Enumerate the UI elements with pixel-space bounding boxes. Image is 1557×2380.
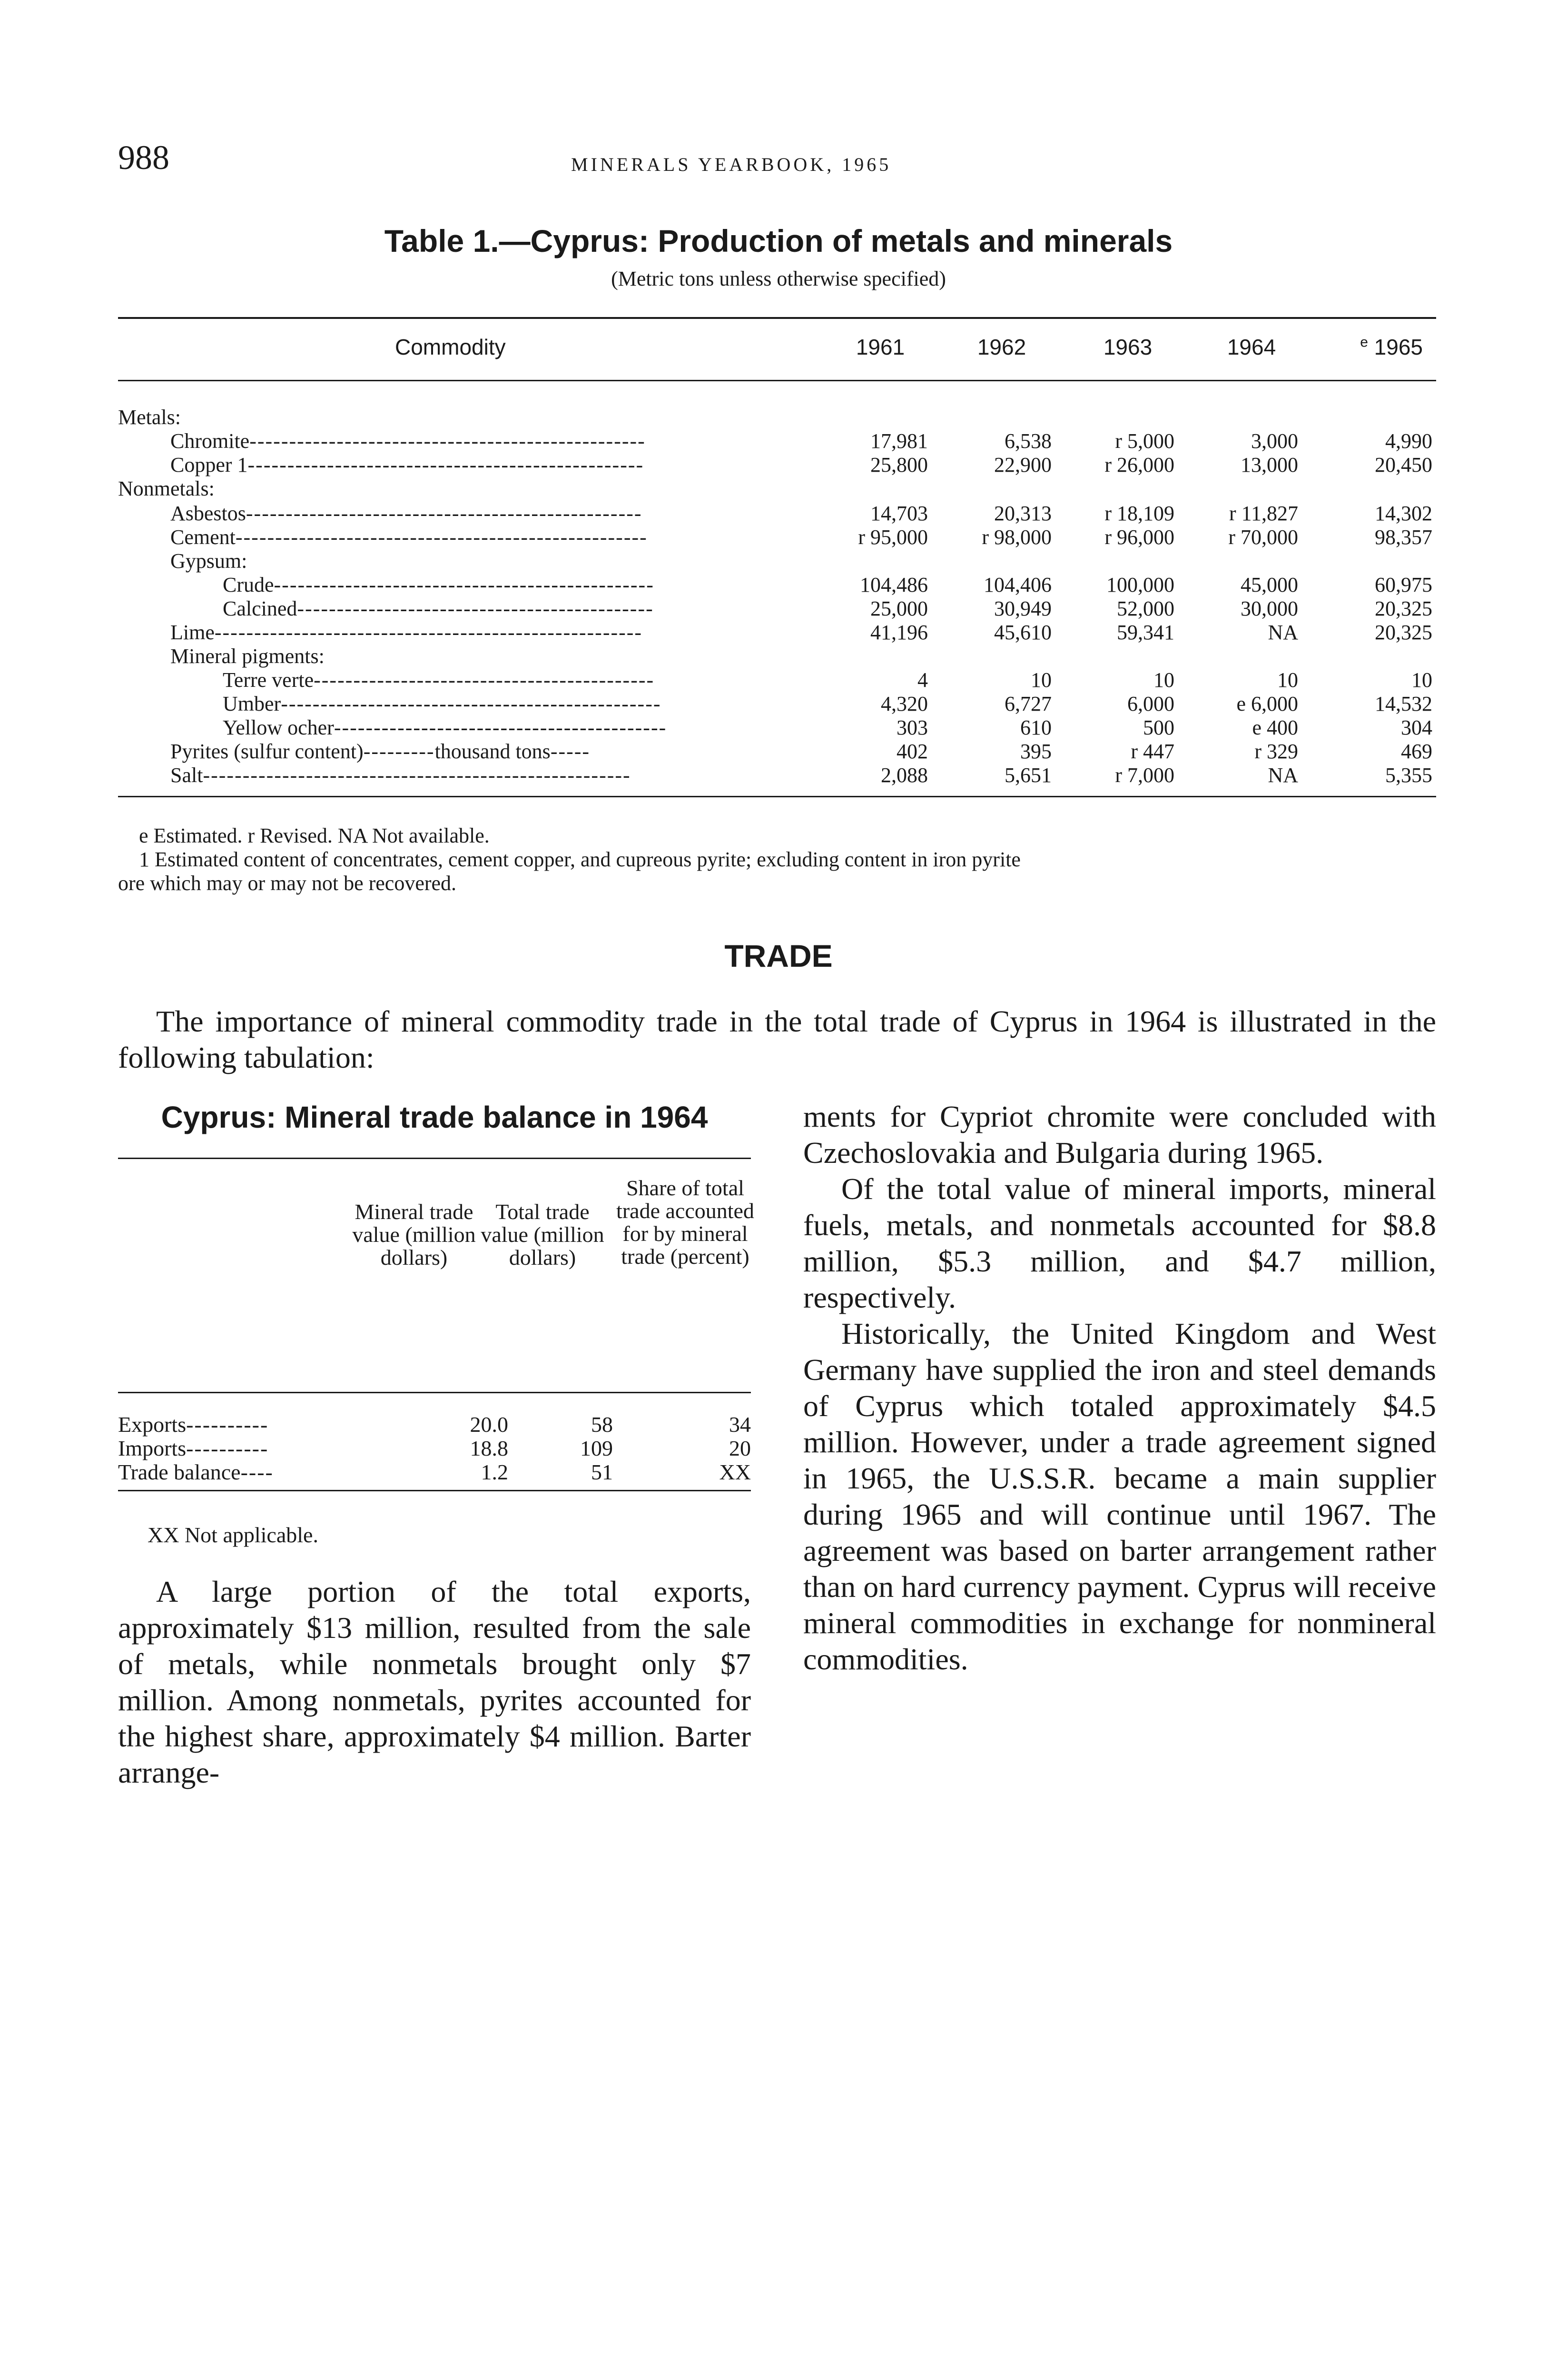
dot-leader: ---------------------------------------------------- bbox=[235, 526, 648, 549]
table1-cell: 10 bbox=[1153, 668, 1174, 692]
table1-row-label bbox=[170, 525, 648, 550]
table1-cell: 30,949 bbox=[994, 597, 1052, 620]
dot-leader: ------------------------------------------------------ bbox=[214, 621, 643, 644]
table1-cell: 25,800 bbox=[870, 453, 928, 476]
table1-cell: 45,610 bbox=[994, 621, 1052, 644]
table1-row bbox=[118, 596, 1436, 622]
table1-cell: 500 bbox=[1143, 716, 1174, 739]
table1-row bbox=[118, 763, 1436, 788]
table1-row-label bbox=[170, 428, 646, 454]
table1-header-1964: 1964 bbox=[1227, 335, 1276, 359]
table2-cell: 34 bbox=[729, 1412, 751, 1437]
table1-cell: 4,320 bbox=[881, 692, 928, 715]
dot-leader: ----- bbox=[550, 740, 591, 763]
dot-leader: ------------------------------------------------------ bbox=[203, 764, 631, 787]
table1-row-label bbox=[118, 405, 181, 430]
table1-cell: 17,981 bbox=[870, 429, 928, 453]
table1-cell: r 95,000 bbox=[858, 526, 928, 549]
table1-cell: 45,000 bbox=[1241, 573, 1298, 596]
table1-cell: r 5,000 bbox=[1115, 429, 1174, 453]
table1-cell: 4 bbox=[917, 668, 928, 692]
table2-cell: 51 bbox=[591, 1460, 613, 1484]
table2-row bbox=[118, 1413, 751, 1437]
table1-row-label bbox=[170, 452, 644, 478]
table2-row-label bbox=[118, 1413, 268, 1437]
table2-title: Cyprus: Mineral trade balance in 1964 bbox=[161, 1100, 708, 1134]
table1-header-1965 bbox=[1328, 334, 1423, 360]
table1-title: Table 1.—Cyprus: Production of metals and minerals bbox=[384, 223, 1173, 258]
table1-row bbox=[118, 405, 1436, 430]
table1-cell: 20,313 bbox=[994, 502, 1052, 525]
dot-leader: ------------------------------------------- bbox=[314, 668, 655, 692]
left-paragraph: A large portion of the total exports, approximately $13 million, resulted from the sale of metals, while nonmetals brought only $7 million. Among nonmetals, pyrites accounted for the highest share, approximately $4 million. Barter arrange- bbox=[118, 1575, 751, 1789]
commodity-name: Copper 1 bbox=[170, 453, 248, 476]
table2-row bbox=[118, 1460, 751, 1484]
commodity-name: Calcined bbox=[223, 597, 297, 620]
table1-cell: 104,486 bbox=[860, 573, 928, 596]
table1-footnote-1: 1 Estimated content of concentrates, cement copper, and cupreous pyrite; excluding content in iron pyrite bbox=[139, 848, 1021, 871]
table2-cell: 1.2 bbox=[481, 1460, 508, 1484]
dot-leader: ---------- bbox=[186, 1436, 269, 1460]
commodity-name: Terre verte bbox=[223, 668, 314, 692]
dot-leader: ------------------------------------------------ bbox=[281, 692, 661, 715]
table1-cell: 20,450 bbox=[1375, 453, 1432, 476]
trade-heading: TRADE bbox=[724, 938, 833, 973]
table1-row bbox=[118, 667, 1436, 693]
commodity-name: Chromite bbox=[170, 429, 250, 453]
table1-cell: 30,000 bbox=[1241, 597, 1298, 620]
table1-cell: r 70,000 bbox=[1228, 526, 1298, 549]
table1-cell: 5,355 bbox=[1385, 764, 1432, 787]
table1-cell: 10 bbox=[1277, 668, 1298, 692]
table1-cell: r 329 bbox=[1254, 740, 1298, 763]
table1-cell: 3,000 bbox=[1251, 429, 1298, 453]
dot-leader: -------------------------------------------------- bbox=[246, 502, 642, 525]
table2-header-share: Share of total trade accounted for by mineral trade (percent) bbox=[616, 1176, 754, 1269]
table1-cell: 4,990 bbox=[1385, 429, 1432, 453]
table1-bottom-rule bbox=[118, 796, 1436, 797]
dot-leader: ---------- bbox=[186, 1412, 269, 1437]
table1-cell: 14,703 bbox=[870, 502, 928, 525]
table1-subtitle: (Metric tons unless otherwise specified) bbox=[611, 267, 946, 290]
table1-row bbox=[118, 739, 1436, 764]
table1-cell: 10 bbox=[1031, 668, 1052, 692]
commodity-name: Lime bbox=[170, 621, 215, 644]
table1-row bbox=[118, 572, 1436, 598]
table1-header-1963: 1963 bbox=[1103, 335, 1153, 359]
trade-intro-paragraph: The importance of mineral commodity trade in the total trade of Cyprus in 1964 is illustrated in the following tabulation: bbox=[118, 1004, 1436, 1074]
table1-row-label bbox=[223, 596, 654, 622]
commodity-name: Salt bbox=[170, 764, 203, 787]
table2-header-mineral-value: Mineral trade value (million dollars) bbox=[352, 1200, 476, 1269]
table1-cell: 59,341 bbox=[1117, 621, 1174, 644]
table1-row-label bbox=[118, 476, 215, 502]
table2-header-rule bbox=[118, 1392, 751, 1393]
commodity-name: Pyrites (sulfur content) bbox=[170, 740, 364, 763]
table2-cell: 109 bbox=[580, 1436, 613, 1460]
table1-cell: r 98,000 bbox=[982, 526, 1052, 549]
table1-cell: 395 bbox=[1020, 740, 1052, 763]
table2-cell: 18.8 bbox=[470, 1436, 508, 1460]
right-paragraph-2: Of the total value of mineral imports, mineral fuels, metals, and nonmetals accounted for $8.8 million, $5.3 million, and $4.7 million, respectively. bbox=[803, 1172, 1436, 1314]
dot-leader: -------------------------------------------------- bbox=[247, 453, 644, 476]
commodity-name: Yellow ocher bbox=[223, 716, 334, 739]
table1-row bbox=[118, 691, 1436, 717]
right-paragraph-1: ments for Cypriot chromite were concluded with Czechoslovakia and Bulgaria during 1965. bbox=[803, 1100, 1436, 1170]
dot-leader: ------------------------------------------ bbox=[334, 716, 667, 739]
table2-cell: 58 bbox=[591, 1412, 613, 1437]
commodity-name: Nonmetals: bbox=[118, 477, 215, 500]
table1-cell: 303 bbox=[897, 716, 928, 739]
table1-row-label bbox=[223, 667, 654, 693]
table1-footnote-legend: e Estimated. r Revised. NA Not available. bbox=[139, 824, 490, 847]
table1-row-label bbox=[170, 501, 642, 526]
table1-header-commodity: Commodity bbox=[395, 335, 506, 359]
table1-row-label bbox=[223, 691, 661, 717]
table1-cell: 100,000 bbox=[1106, 573, 1174, 596]
table1-header-1962: 1962 bbox=[977, 335, 1026, 359]
table1-cell: 20,325 bbox=[1375, 597, 1432, 620]
dot-leader: ---- bbox=[240, 1460, 274, 1484]
trade-category: Imports bbox=[118, 1436, 187, 1460]
dot-leader: --------- bbox=[363, 740, 435, 763]
table1-cell: 14,302 bbox=[1375, 502, 1432, 525]
table1-row bbox=[118, 428, 1436, 454]
table2-row-label bbox=[118, 1437, 268, 1460]
table1-row-label bbox=[170, 620, 642, 645]
commodity-name: Umber bbox=[223, 692, 281, 715]
table1-cell: 60,975 bbox=[1375, 573, 1432, 596]
table1-cell: 5,651 bbox=[1005, 764, 1052, 787]
commodity-name: Gypsum: bbox=[170, 549, 247, 573]
table1-cell: 13,000 bbox=[1241, 453, 1298, 476]
table1-cell: 10 bbox=[1411, 668, 1432, 692]
table1-cell: e 6,000 bbox=[1236, 692, 1298, 715]
unit-label: thousand tons bbox=[434, 740, 551, 763]
table1-cell: 304 bbox=[1401, 716, 1432, 739]
table1-row bbox=[118, 476, 1436, 502]
table2-cell: 20 bbox=[729, 1436, 751, 1460]
table2-row-label bbox=[118, 1460, 274, 1484]
table1-row-label bbox=[170, 548, 247, 574]
commodity-name: Metals: bbox=[118, 406, 181, 429]
dot-leader: ------------------------------------------------ bbox=[274, 573, 654, 596]
table1-cell: 41,196 bbox=[870, 621, 928, 644]
right-column bbox=[803, 1099, 1436, 1677]
table1-cell: 52,000 bbox=[1117, 597, 1174, 620]
table2-bottom-rule bbox=[118, 1490, 751, 1491]
table1-header-rule bbox=[118, 380, 1436, 381]
running-head: MINERALS YEARBOOK, 1965 bbox=[571, 154, 892, 175]
table1-header-1965-label: 1965 bbox=[1374, 335, 1423, 359]
table1-cell: 14,532 bbox=[1375, 692, 1432, 715]
table1-top-rule bbox=[118, 317, 1436, 319]
table2-note: XX Not applicable. bbox=[148, 1523, 318, 1547]
table1-cell: 402 bbox=[897, 740, 928, 763]
table1-row bbox=[118, 548, 1436, 574]
table1-cell: r 96,000 bbox=[1104, 526, 1174, 549]
table1-cell: NA bbox=[1268, 764, 1298, 787]
dot-leader: -------------------------------------------------- bbox=[249, 429, 646, 453]
table2-cell: 20.0 bbox=[470, 1412, 508, 1437]
estimated-mark: e bbox=[1360, 334, 1368, 350]
table1-cell: 6,727 bbox=[1005, 692, 1052, 715]
table1-row bbox=[118, 525, 1436, 550]
table1-cell: 2,088 bbox=[881, 764, 928, 787]
table1-row-label bbox=[170, 644, 325, 669]
table1-cell: 6,538 bbox=[1005, 429, 1052, 453]
table1-cell: 98,357 bbox=[1375, 526, 1432, 549]
trade-category: Trade balance bbox=[118, 1460, 241, 1484]
dot-leader: --------------------------------------------- bbox=[297, 597, 654, 620]
table1-row-label bbox=[223, 715, 667, 741]
table1-row bbox=[118, 452, 1436, 478]
table1-footnote-1-cont: ore which may or may not be recovered. bbox=[118, 872, 457, 895]
table1-cell: e 400 bbox=[1252, 716, 1298, 739]
table1-cell: 22,900 bbox=[994, 453, 1052, 476]
table1-cell: 25,000 bbox=[870, 597, 928, 620]
table1-cell: 6,000 bbox=[1127, 692, 1174, 715]
commodity-name: Crude bbox=[223, 573, 274, 596]
table1-cell: r 447 bbox=[1131, 740, 1174, 763]
table1-header-1961: 1961 bbox=[856, 335, 905, 359]
table1-cell: NA bbox=[1268, 621, 1298, 644]
table1-cell: 469 bbox=[1401, 740, 1432, 763]
table1-cell: r 7,000 bbox=[1115, 764, 1174, 787]
right-paragraph-3: Historically, the United Kingdom and West Germany have supplied the iron and steel demands of Cyprus which totaled approximately $4.5 million. However, under a trade agreement signed in 1965, the U.S.S.R. became a main supplier during 1965 and will continue until 1967. The agreement was based on barter arrangement rather than on hard currency payment. Cyprus will receive mineral commodities in exchange for nonmineral commodities. bbox=[803, 1317, 1436, 1676]
trade-category: Exports bbox=[118, 1412, 187, 1437]
table1-cell: 104,406 bbox=[984, 573, 1052, 596]
table2-row bbox=[118, 1437, 751, 1460]
table2-cell: XX bbox=[719, 1460, 751, 1484]
commodity-name: Cement bbox=[170, 526, 236, 549]
table1-cell: r 11,827 bbox=[1229, 502, 1298, 525]
table1-row bbox=[118, 644, 1436, 669]
commodity-name: Mineral pigments: bbox=[170, 645, 325, 668]
table1-cell: r 18,109 bbox=[1104, 502, 1174, 525]
table1-row bbox=[118, 620, 1436, 645]
table1-row-label bbox=[170, 739, 590, 764]
page-number: 988 bbox=[118, 139, 169, 177]
table1-cell: 610 bbox=[1020, 716, 1052, 739]
commodity-name: Asbestos bbox=[170, 502, 246, 525]
table1-row bbox=[118, 501, 1436, 526]
table1-cell: 20,325 bbox=[1375, 621, 1432, 644]
table1-row-label bbox=[170, 763, 631, 788]
table1-row-label bbox=[223, 572, 654, 598]
table1-cell: r 26,000 bbox=[1104, 453, 1174, 476]
table1-row bbox=[118, 715, 1436, 741]
table2-header-total-value: Total trade value (million dollars) bbox=[481, 1200, 604, 1269]
table2-top-rule bbox=[118, 1158, 751, 1159]
